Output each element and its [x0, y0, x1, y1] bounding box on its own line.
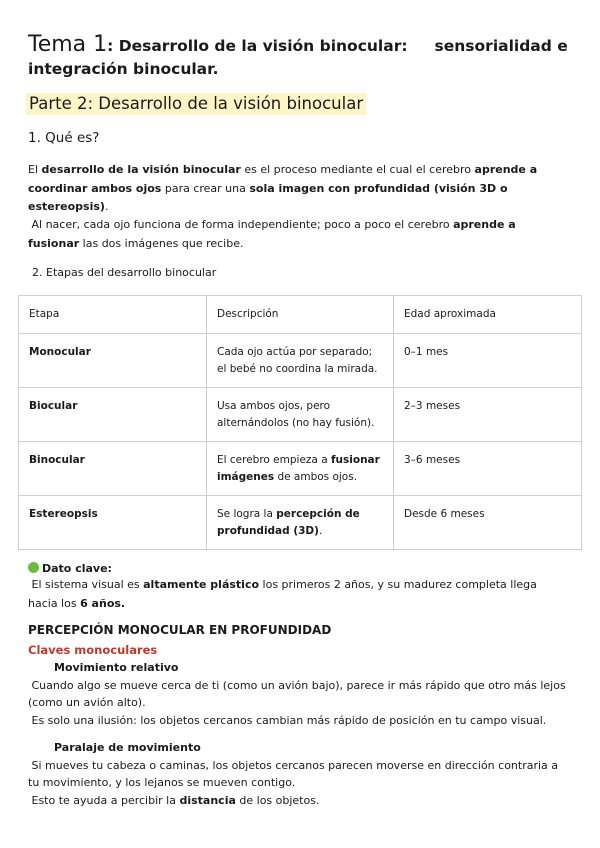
- bold-text-run: aprende a coordinar ambos ojos: [28, 163, 541, 195]
- stage-cell: Monocular: [19, 334, 207, 388]
- key-fact-label: Dato clave:: [42, 562, 112, 575]
- document-title: [28, 32, 568, 57]
- table-row: [19, 388, 582, 442]
- description-cell: [207, 496, 394, 550]
- section-1-heading: 1. Qué es?: [28, 130, 100, 146]
- text-run: El: [28, 163, 42, 176]
- text-run: Es solo una ilusión: los objetos cercanos cambian más rápido de posición en tu campo visual.: [28, 714, 547, 727]
- part-heading: Parte 2: Desarrollo de la visión binocular: [26, 93, 366, 115]
- bold-text-run: percepción de profundidad (3D): [217, 508, 364, 537]
- age-cell: 3–6 meses: [394, 442, 582, 496]
- table-row: [19, 442, 582, 496]
- text-run: de los objetos.: [235, 794, 320, 807]
- bold-text-run: 6 años.: [80, 596, 126, 610]
- section-1-paragraph-1: [28, 161, 548, 217]
- text-run: .: [104, 200, 109, 213]
- text-run: es el proceso mediante el cual el cerebro: [240, 163, 475, 176]
- text-run: Esto te ayuda a percibir la: [28, 794, 180, 807]
- table-header-cell: Etapa: [19, 296, 207, 334]
- bold-text-run: fusionar imágenes: [217, 454, 384, 483]
- title-main: : Desarrollo de la visión binocular: sensorialidad e: [107, 37, 568, 55]
- description-cell: [207, 334, 394, 388]
- section-2-heading: 2. Etapas del desarrollo binocular: [32, 266, 217, 279]
- bold-text-run: desarrollo de la visión binocular: [41, 163, 241, 176]
- description-cell: [207, 388, 394, 442]
- table-row: [19, 496, 582, 550]
- text-run: Al nacer, cada ojo funciona de forma independiente; poco a poco el cerebro: [28, 218, 454, 231]
- monocular-section-title: PERCEPCIÓN MONOCULAR EN PROFUNDIDAD: [28, 623, 332, 637]
- key-fact-text: [28, 576, 568, 613]
- text-run: Cada ojo actúa por separado; el bebé no coordina la mirada.: [217, 346, 378, 375]
- title-prefix: Tema 1: [28, 32, 108, 57]
- text-run: para crear una: [161, 181, 250, 195]
- description-cell: [207, 442, 394, 496]
- motion-parallax-heading: Paralaje de movimiento: [54, 741, 201, 754]
- text-run: El cerebro empieza a: [217, 454, 331, 466]
- text-run: los primeros 2 años, y su madurez completa llega hacia los: [28, 578, 541, 610]
- table-header-cell: Descripción: [207, 296, 394, 334]
- bold-text-run: aprende a fusionar: [28, 218, 520, 250]
- stage-cell: Binocular: [19, 442, 207, 496]
- text-run: .: [318, 525, 323, 537]
- text-run: Cuando algo se mueve cerca de ti (como un avión bajo), parece ir más rápido que otro más lejos (como un avión alto).: [28, 679, 570, 709]
- green-circle-icon: [28, 562, 39, 573]
- text-run: Si mueves tu cabeza o caminas, los objetos cercanos parecen moverse en dirección contraria a tu movimiento, y los lejanos se mueven contigo.: [28, 759, 562, 789]
- motion-parallax-paragraph-1: [28, 757, 568, 791]
- text-run: Se logra la: [217, 508, 277, 520]
- age-cell: 2–3 meses: [394, 388, 582, 442]
- motion-parallax-paragraph-2: [28, 792, 568, 809]
- text-run: las dos imágenes que recibe.: [79, 236, 244, 250]
- age-cell: 0–1 mes: [394, 334, 582, 388]
- stage-cell: Estereopsis: [19, 496, 207, 550]
- table-header-row: [19, 296, 582, 334]
- bold-text-run: distancia: [179, 794, 236, 807]
- monocular-cues-subtitle: Claves monoculares: [28, 643, 158, 657]
- stages-table: [18, 295, 582, 550]
- bold-text-run: altamente plástico: [143, 578, 260, 591]
- bold-text-run: sola imagen con profundidad (visión 3D o estereopsis): [28, 181, 512, 213]
- table-row: [19, 334, 582, 388]
- relative-motion-heading: Movimiento relativo: [54, 661, 179, 674]
- relative-motion-paragraph-1: [28, 677, 568, 711]
- age-cell: Desde 6 meses: [394, 496, 582, 550]
- text-run: El sistema visual es: [28, 578, 144, 591]
- text-run: Usa ambos ojos, pero alternándolos (no hay fusión).: [217, 400, 375, 429]
- text-run: de ambos ojos.: [274, 471, 358, 483]
- title-line-2: integración binocular.: [28, 60, 219, 78]
- stage-cell: Biocular: [19, 388, 207, 442]
- relative-motion-paragraph-2: [28, 712, 568, 729]
- section-1-paragraph-2: [28, 216, 548, 253]
- table-header-cell: Edad aproximada: [394, 296, 582, 334]
